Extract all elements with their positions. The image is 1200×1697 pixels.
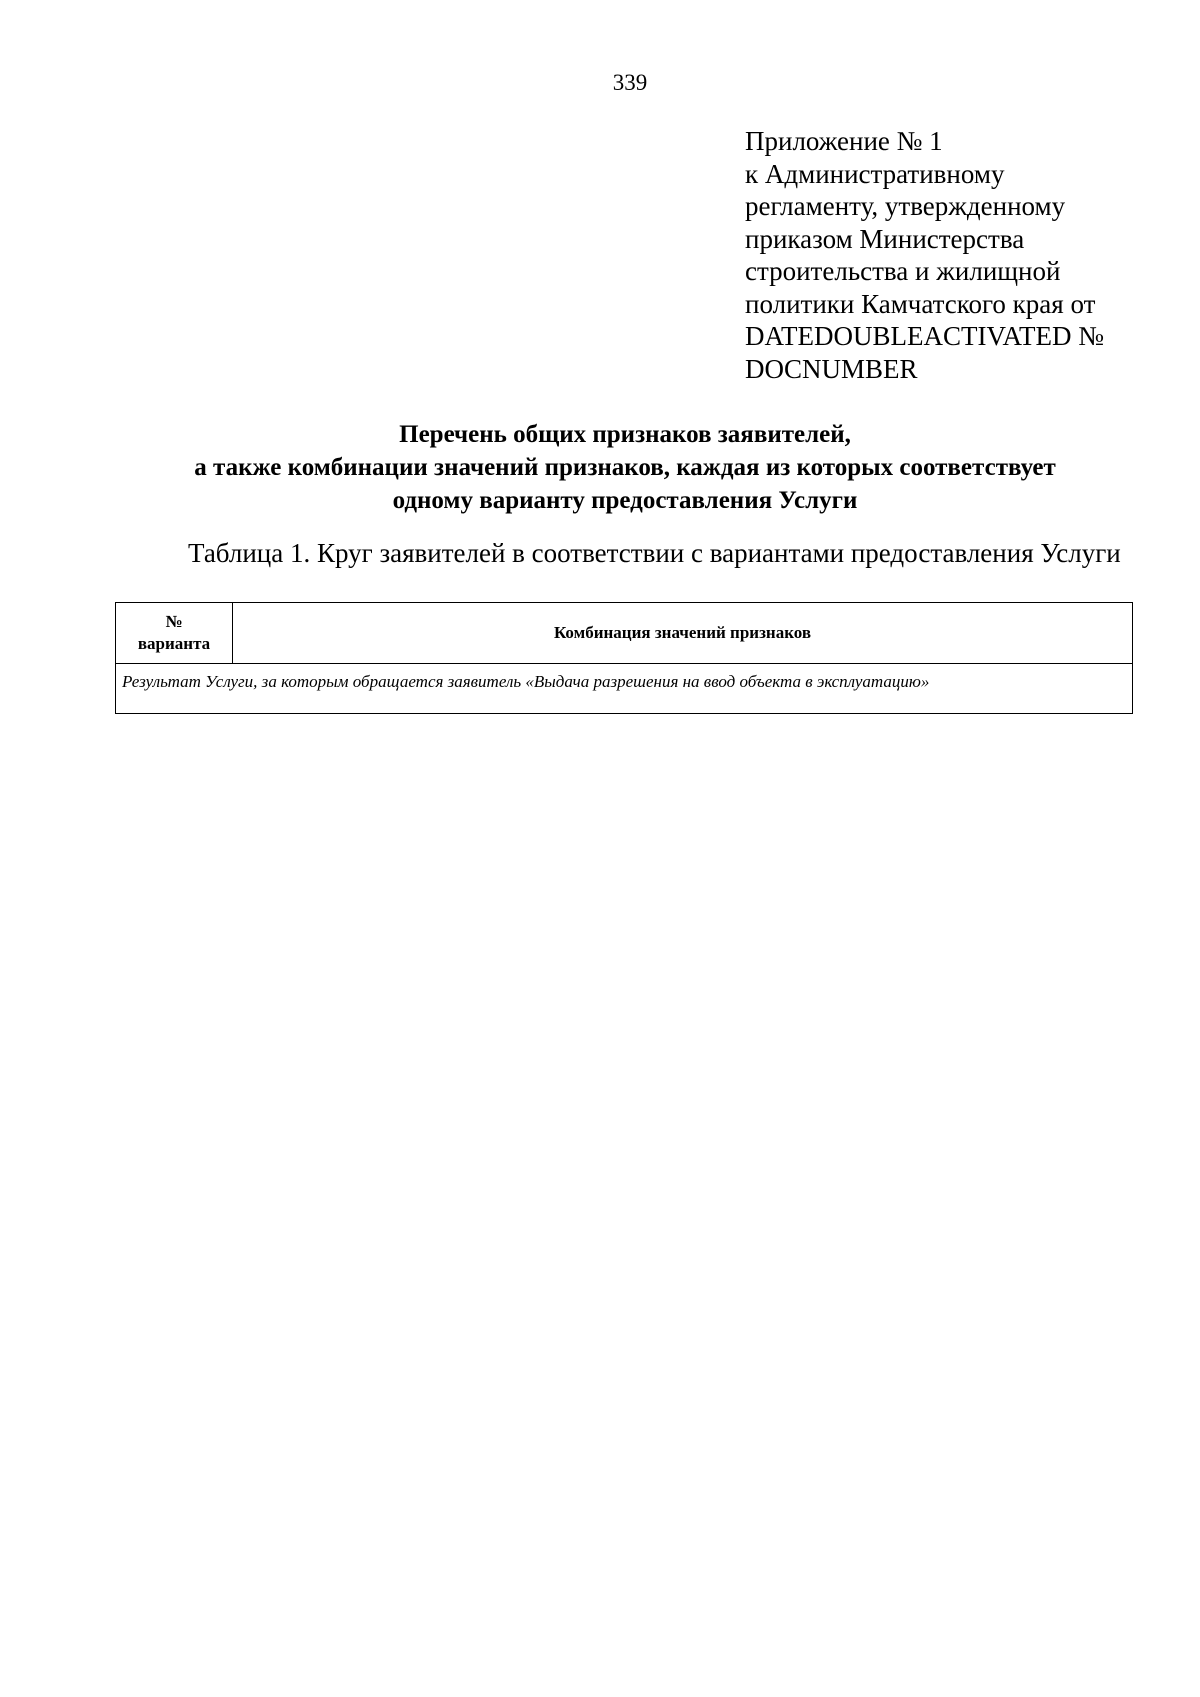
applicants-table — [115, 602, 1133, 714]
table-row — [116, 664, 1133, 714]
appendix-line: Приложение № 1 — [745, 126, 943, 156]
document-heading — [115, 418, 1135, 517]
variant-label: варианта — [137, 634, 211, 653]
page-number: 339 — [612, 70, 648, 95]
appendix-line: строительства и жилищной — [745, 256, 1061, 286]
service-result-row: Результат Услуги, за которым обращается заявитель «Выдача разрешения на ввод объекта в эксплуатацию» — [116, 664, 1133, 714]
table-header-row — [116, 603, 1133, 664]
appendix-line: приказом Министерства — [745, 223, 1025, 254]
appendix-block — [745, 125, 1165, 385]
table-caption: Таблица 1. Круг заявителей в соответствии с вариантами предоставления Услуги — [188, 538, 1121, 568]
appendix-line: к Административному — [745, 158, 1005, 189]
appendix-line: DOCNUMBER — [745, 353, 918, 384]
appendix-line: DATEDOUBLEACTIVATED № — [745, 321, 1104, 351]
appendix-line: регламенту, утвержденному — [745, 191, 1066, 221]
number-symbol: № — [165, 612, 183, 631]
heading-line: Перечень общих признаков заявителей, — [399, 421, 851, 448]
combination-header: Комбинация значений признаков — [233, 603, 1133, 664]
appendix-line: политики Камчатского края от — [745, 288, 1096, 319]
heading-line: одному варианту предоставления Услуги — [392, 487, 858, 514]
heading-line: а также комбинации значений признаков, каждая из которых соответствует — [194, 454, 1056, 481]
variant-number-header — [116, 603, 233, 664]
